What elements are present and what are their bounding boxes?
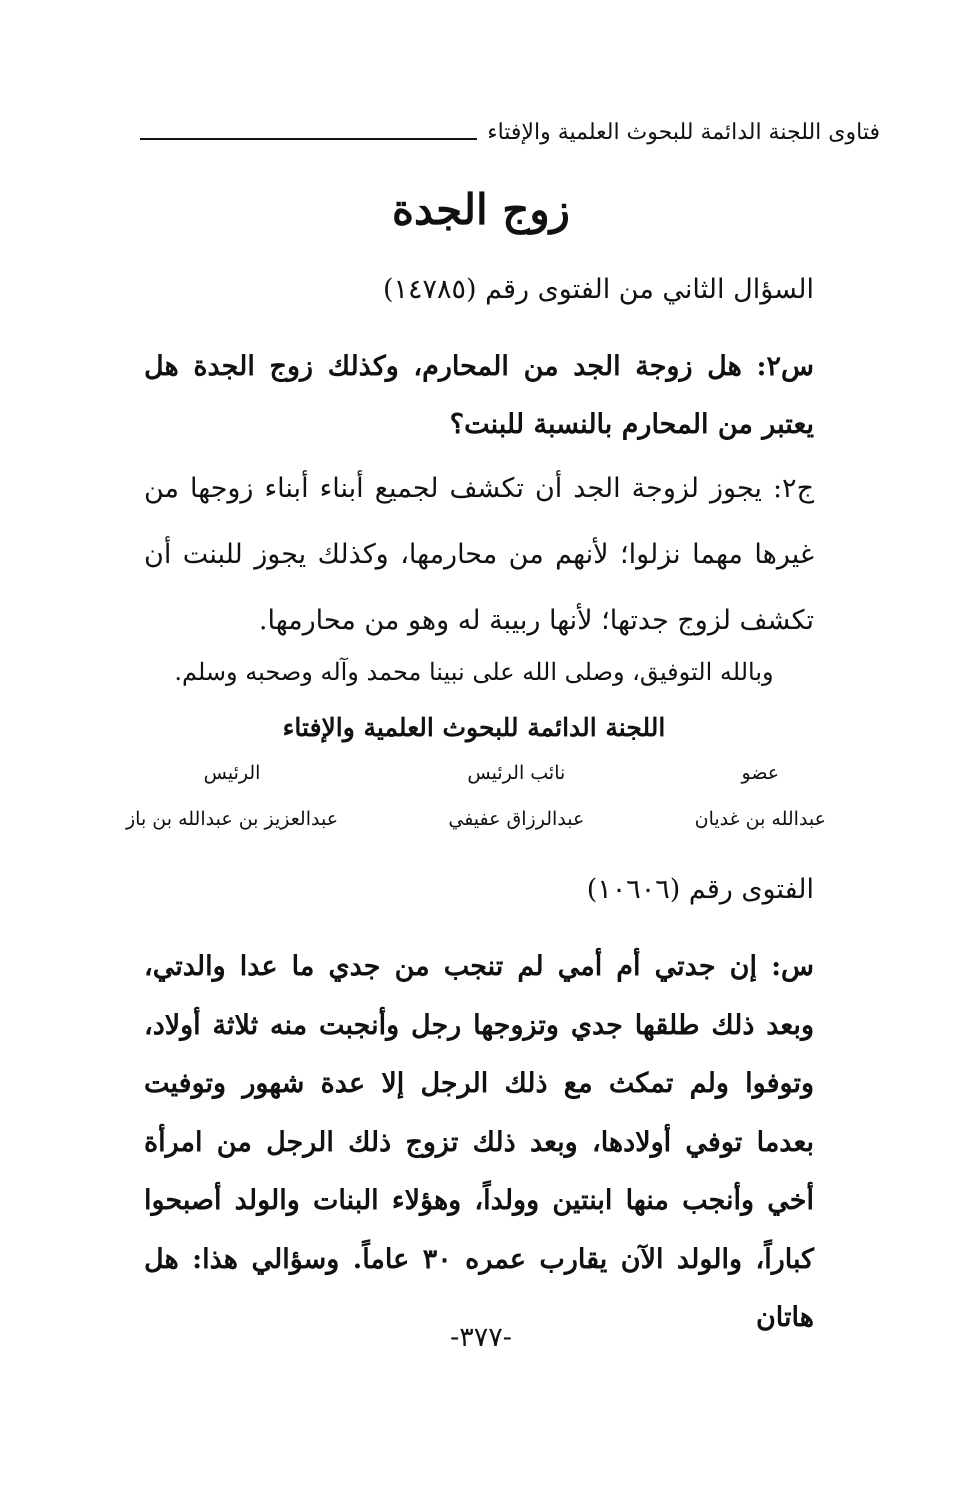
signatories (126, 758, 826, 834)
signer-name: عبدالعزيز بن عبدالله بن باز (126, 808, 339, 830)
signer-role: الرئيس (203, 762, 261, 784)
question-reference: السؤال الثاني من الفتوى رقم (١٤٧٨٥) (382, 274, 814, 305)
running-header-text: فتاوى اللجنة الدائمة للبحوث العلمية والإفتاء (487, 119, 880, 145)
answer-1: ج٢: يجوز لزوجة الجد أن تكشف لجميع أبناء أبناء زوجها من غيرها مهما نزلوا؛ لأنهم من محارمها، وكذلك يجوز للبنت أن تكشف لزوج جدتها؛ لأنها ربيبة له وهو من محارمها. (144, 473, 814, 636)
page-number: -٣٧٧- (450, 1322, 512, 1353)
question-1: س٢: هل زوجة الجد من المحارم، وكذلك زوج الجدة هل يعتبر من المحارم بالنسبة للبنت؟ (144, 351, 814, 440)
signer-name: عبدالله بن غديان (694, 808, 826, 830)
header-rule (140, 138, 477, 140)
signer-vice-president (448, 758, 584, 834)
closing-line: وبالله التوفيق، وصلى الله على نبينا محمد وآله وصحبه وسلم. (174, 658, 774, 686)
signer-name: عبدالرزاق عفيفي (448, 808, 585, 830)
committee-name: اللجنة الدائمة للبحوث العلمية والإفتاء (282, 713, 666, 742)
section-title: زوج الجدة (392, 185, 570, 234)
signer-member (695, 758, 826, 834)
fatwa-reference: الفتوى رقم (١٠٦٠٦) (586, 874, 814, 905)
signer-president (126, 758, 338, 834)
signer-role: عضو (741, 762, 780, 784)
running-header (140, 112, 880, 152)
signer-role: نائب الرئيس (467, 762, 566, 784)
question-2: س: إن جدتي أم أمي لم تنجب من جدي ما عدا والدتي، وبعد ذلك طلقها جدي وتزوجها رجل وأنجبت منه ثلاثة أولاد، وتوفوا ولم تمكث مع ذلك الرجل إلا عدة شهور وتوفيت بعدما توفي أولادها، وبعد ذلك تزوج ذلك الرجل من امرأة أخي وأنجب منها ابنتين وولداً، وهؤلاء البنات والولد أصبحوا كباراً، والولد الآن يقارب عمره ٣٠ عاماً. وسؤالي هذا: هل هاتان (144, 951, 814, 1333)
